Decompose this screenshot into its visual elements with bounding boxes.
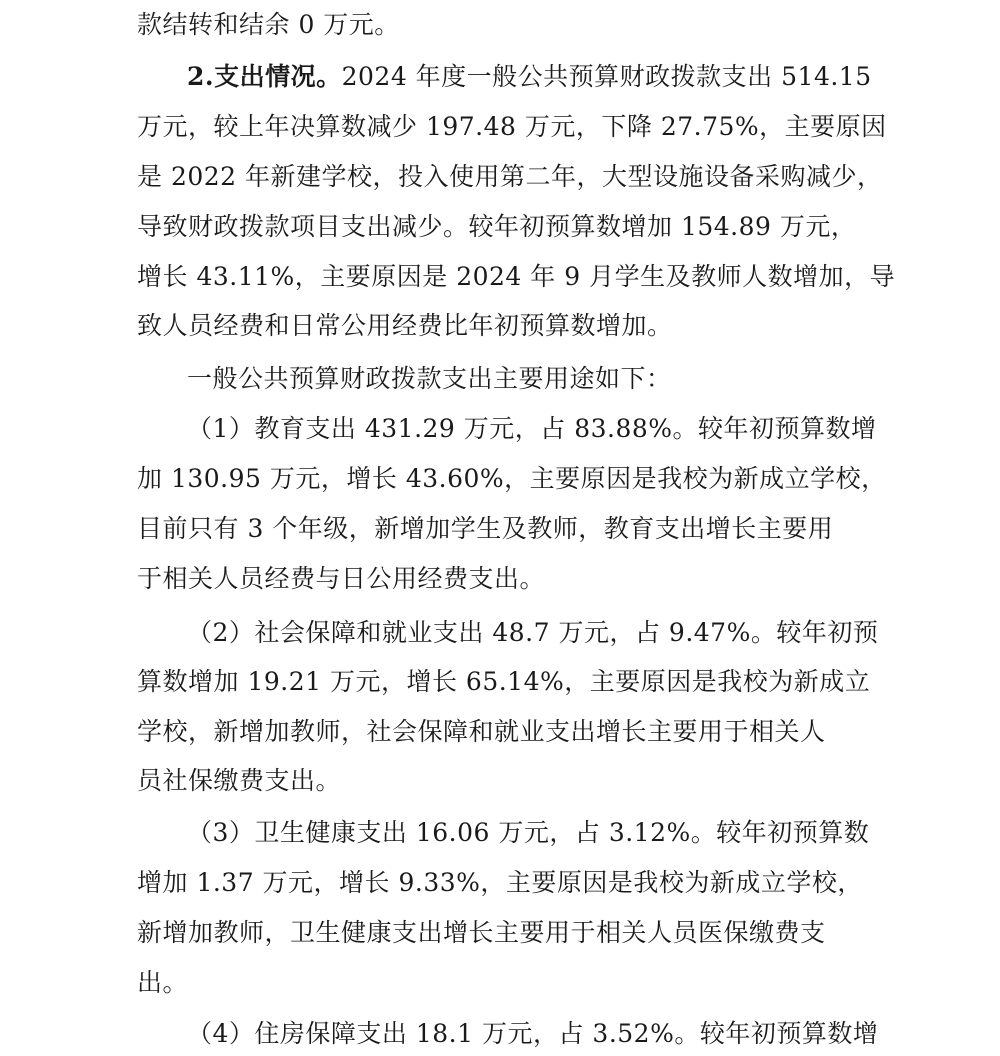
text-line-5 [137, 210, 856, 244]
text-line-10 [137, 462, 887, 496]
line-text: 员社保缴费支出。 [137, 766, 342, 795]
text-line-17 [187, 816, 869, 850]
text-line-1 [137, 8, 400, 42]
text-line-21 [187, 1017, 878, 1051]
text-line-11 [137, 512, 833, 546]
text-line-8 [187, 362, 672, 396]
text-line-19 [137, 916, 826, 950]
line-text: 一般公共预算财政拨款支出主要用途如下： [187, 364, 672, 393]
text-line-15 [137, 715, 826, 749]
section-heading: 2.支出情况。 [187, 62, 342, 91]
line-text: 是 2022 年新建学校，投入使用第二年，大型设施设备采购减少， [137, 162, 883, 191]
line-text: 于相关人员经费与日公用经费支出。 [137, 564, 546, 593]
text-line-16 [137, 764, 341, 798]
text-line-4 [137, 160, 883, 194]
text-line-3 [137, 110, 887, 144]
line-text: 算数增加 19.21 万元，增长 65.14%，主要原因是我校为新成立 [137, 667, 871, 696]
line-text: （2）社会保障和就业支出 48.7 万元，占 9.47%。较年初预 [187, 618, 879, 647]
line-text: 万元，较上年决算数减少 197.48 万元，下降 27.75%，主要原因 [137, 112, 887, 141]
line-text: （4）住房保障支出 18.1 万元，占 3.52%。较年初预算数增 [187, 1019, 879, 1048]
text-line-18 [137, 866, 863, 900]
text-line-13 [187, 616, 878, 650]
line-text: （3）卫生健康支出 16.06 万元，占 3.12%。较年初预算数 [187, 818, 870, 847]
line-text: 导致财政拨款项目支出减少。较年初预算数增加 154.89 万元， [137, 212, 857, 241]
line-text: 目前只有 3 个年级，新增加学生及教师，教育支出增长主要用 [137, 514, 834, 543]
line-text: 款结转和结余 0 万元。 [137, 10, 400, 39]
line-text: 加 130.95 万元，增长 43.60%，主要原因是我校为新成立学校， [137, 464, 887, 493]
line-text: 学校，新增加教师，社会保障和就业支出增长主要用于相关人 [137, 717, 826, 746]
text-line-14 [137, 665, 870, 699]
line-text: 新增加教师，卫生健康支出增长主要用于相关人员医保缴费支 [137, 918, 826, 947]
text-line-6 [137, 260, 895, 294]
text-line-7 [137, 309, 673, 343]
line-text: （1）教育支出 431.29 万元，占 83.88%。较年初预算数增 [187, 414, 877, 443]
line-text: 出。 [137, 968, 189, 997]
text-line-12 [137, 562, 545, 596]
line-text: 增长 43.11%，主要原因是 2024 年 9 月学生及教师人数增加，导 [137, 262, 896, 291]
text-line-9 [187, 412, 877, 446]
line-text: 致人员经费和日常公用经费比年初预算数增加。 [137, 311, 673, 340]
text-line-2 [187, 60, 872, 94]
line-text: 2024 年度一般公共预算财政拨款支出 514.15 [341, 62, 872, 91]
text-line-20 [137, 966, 188, 1000]
line-text: 增加 1.37 万元，增长 9.33%，主要原因是我校为新成立学校， [137, 868, 863, 897]
